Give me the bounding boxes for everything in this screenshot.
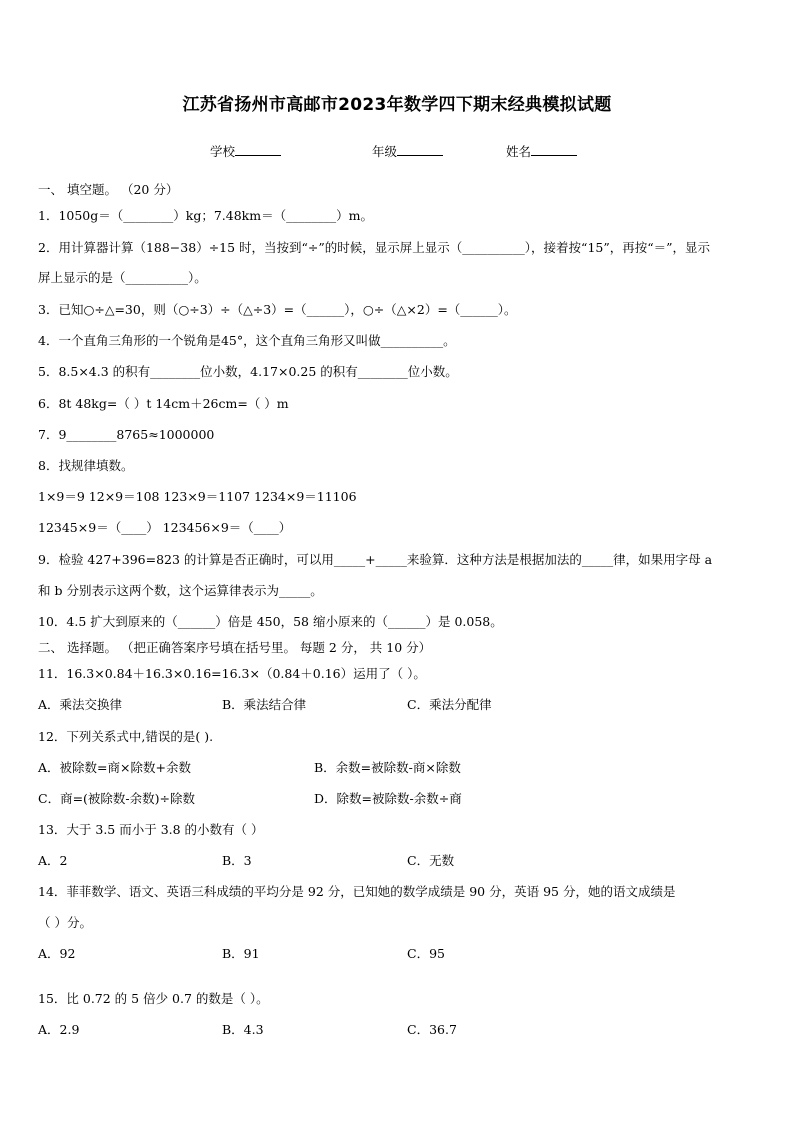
section-heading-choice: 二、 选择题。 （把正确答案序号填在括号里。 每题 2 分， 共 10 分） [38, 640, 432, 655]
school-blank[interactable] [235, 143, 281, 156]
question-1: 1．1050g＝（________）kg；7.48km＝（________）m。 [38, 208, 373, 223]
question-2-line-1: 2．用计算器计算（188−38）÷15 时，当按到“÷”的时候，显示屏上显示（__________），接着按“15”，再按“＝”，显示 [38, 240, 711, 255]
name-label: 姓名 [506, 144, 532, 159]
question-3: 3．已知○÷△=30，则（○÷3）÷（△÷3）=（______），○÷（△×2）=（______）。 [38, 302, 517, 317]
name-blank[interactable] [531, 143, 577, 156]
question-6: 6．8t 48kg=（ ）t 14cm＋26cm=（ ）m [38, 396, 289, 411]
question-12: 12．下列关系式中,错误的是( ). [38, 729, 214, 744]
option-q13-a[interactable]: A．2 [38, 853, 68, 868]
question-8: 8．找规律填数。 [38, 458, 134, 473]
question-8-pattern-2: 12345×9＝（____） 123456×9＝（____） [38, 520, 292, 535]
grade-field[interactable] [372, 142, 443, 160]
option-q11-c[interactable]: C．乘法分配律 [407, 697, 492, 712]
school-field[interactable] [210, 142, 281, 160]
grade-blank[interactable] [397, 143, 443, 156]
section-heading-fill: 一、 填空题。 （20 分） [38, 182, 179, 197]
option-q13-c[interactable]: C．无数 [407, 853, 455, 868]
question-14-line-2: （ ）分。 [38, 915, 92, 930]
question-8-pattern-1: 1×9＝9 12×9＝108 123×9＝1107 1234×9＝11106 [38, 489, 357, 504]
question-9-line-2: 和 b 分别表示这两个数，这个运算律表示为_____。 [38, 583, 323, 598]
option-q15-c[interactable]: C．36.7 [407, 1022, 457, 1037]
question-2-line-2: 屏上显示的是（__________）。 [38, 270, 207, 285]
option-q12-d[interactable]: D．除数=被除数-余数÷商 [314, 791, 462, 806]
option-q14-c[interactable]: C．95 [407, 946, 445, 961]
question-9-line-1: 9．检验 427+396=823 的计算是否正确时，可以用_____+_____来验算．这种方法是根据加法的_____律，如果用字母 a [38, 552, 713, 567]
option-q12-c[interactable]: C．商=(被除数-余数)÷除数 [38, 791, 195, 806]
question-10: 10．4.5 扩大到原来的（______）倍是 450，58 缩小原来的（______）是 0.058。 [38, 614, 503, 629]
option-q12-b[interactable]: B．余数=被除数-商×除数 [314, 760, 461, 775]
question-13: 13．大于 3.5 而小于 3.8 的小数有（ ） [38, 822, 264, 837]
option-q15-a[interactable]: A．2.9 [38, 1022, 80, 1037]
question-5: 5．8.5×4.3 的积有________位小数，4.17×0.25 的积有________位小数。 [38, 364, 458, 379]
page-title: 江苏省扬州市高邮市2023年数学四下期末经典模拟试题 [182, 95, 612, 115]
option-q15-b[interactable]: B．4.3 [222, 1022, 264, 1037]
name-field[interactable] [506, 142, 577, 160]
option-q13-b[interactable]: B．3 [222, 853, 252, 868]
option-q11-a[interactable]: A．乘法交换律 [38, 697, 123, 712]
question-4: 4．一个直角三角形的一个锐角是45°，这个直角三角形又叫做__________。 [38, 333, 456, 348]
question-14-line-1: 14．菲菲数学、语文、英语三科成绩的平均分是 92 分，已知她的数学成绩是 90 分，英语 95 分，她的语文成绩是 [38, 884, 676, 899]
option-q14-b[interactable]: B．91 [222, 946, 260, 961]
question-7: 7．9________8765≈1000000 [38, 427, 215, 442]
question-15: 15．比 0.72 的 5 倍少 0.7 的数是（ ）。 [38, 991, 269, 1006]
option-q14-a[interactable]: A．92 [38, 946, 76, 961]
grade-label: 年级 [372, 144, 398, 159]
option-q12-a[interactable]: A．被除数=商×除数+余数 [38, 760, 191, 775]
question-11: 11．16.3×0.84＋16.3×0.16=16.3×（0.84＋0.16）运用了（ ）。 [38, 666, 426, 681]
option-q11-b[interactable]: B．乘法结合律 [222, 697, 307, 712]
school-label: 学校 [210, 144, 236, 159]
